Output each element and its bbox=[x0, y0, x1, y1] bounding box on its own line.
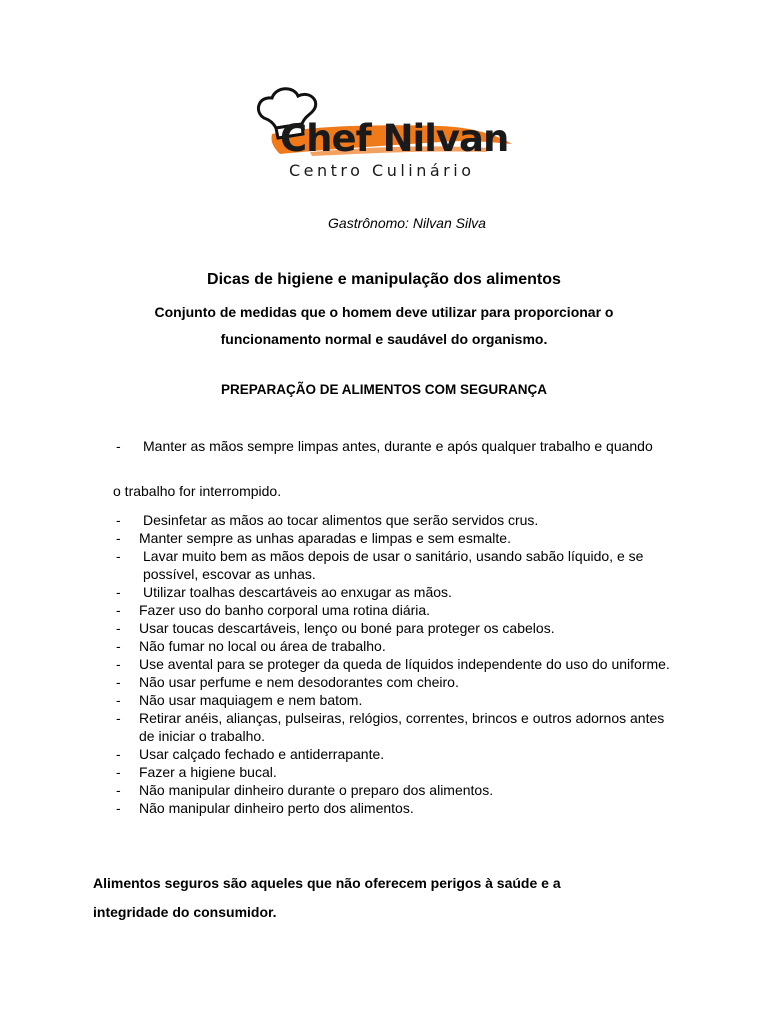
list-item bbox=[113, 781, 673, 799]
document-subtitle bbox=[0, 299, 768, 353]
list-item-text: Retirar anéis, alianças, pulseiras, relógios, correntes, brincos e outros adornos antes de iniciar o trabalho. bbox=[139, 710, 665, 744]
list-dash: - bbox=[116, 710, 121, 726]
closing-line: Alimentos seguros são aqueles que não oferecem perigos à saúde e a bbox=[93, 875, 561, 891]
list-dash: - bbox=[116, 620, 121, 636]
list-dash: - bbox=[116, 746, 121, 762]
list-item-text: Usar toucas descartáveis, lenço ou boné para proteger os cabelos. bbox=[139, 620, 555, 636]
list-item-text: Use avental para se proteger da queda de líquidos independente do uso do uniforme. bbox=[139, 656, 670, 672]
closing-line: integridade do consumidor. bbox=[93, 904, 277, 920]
list-dash: - bbox=[116, 800, 121, 816]
list-item bbox=[113, 601, 673, 619]
list-item-text: Não usar perfume e nem desodorantes com cheiro. bbox=[139, 674, 459, 690]
list-dash: - bbox=[116, 764, 121, 780]
list-dash: - bbox=[116, 638, 121, 654]
logo-brand-text: Chef Nilvan bbox=[280, 117, 509, 160]
list-item-text: Fazer a higiene bucal. bbox=[139, 764, 277, 780]
list-item bbox=[113, 763, 673, 781]
list-dash: - bbox=[116, 692, 121, 708]
subtitle-line: Conjunto de medidas que o homem deve utilizar para proporcionar o bbox=[154, 304, 614, 320]
list-item bbox=[113, 637, 673, 655]
list-item bbox=[113, 799, 673, 817]
hygiene-list-first bbox=[113, 437, 673, 455]
list-item-text: Lavar muito bem as mãos depois de usar o sanitário, usando sabão líquido, e se possível, escovar as unhas. bbox=[143, 548, 644, 582]
list-item-text: Não manipular dinheiro perto dos alimentos. bbox=[139, 800, 414, 816]
list-item bbox=[113, 709, 673, 745]
list-item bbox=[113, 673, 673, 691]
list-dash: - bbox=[116, 530, 121, 546]
list-dash: - bbox=[116, 584, 121, 600]
list-item-text: Desinfetar as mãos ao tocar alimentos que serão servidos crus. bbox=[143, 512, 539, 528]
list-item-text: Fazer uso do banho corporal uma rotina diária. bbox=[139, 602, 431, 618]
chef-nilvan-logo bbox=[250, 82, 520, 192]
list-item bbox=[113, 511, 673, 529]
author-line: Gastrônomo: Nilvan Silva bbox=[328, 215, 486, 231]
document-title: Dicas de higiene e manipulação dos alimentos bbox=[207, 271, 561, 288]
list-dash: - bbox=[116, 602, 121, 618]
list-dash: - bbox=[116, 656, 121, 672]
list-item bbox=[113, 745, 673, 763]
hygiene-list bbox=[113, 511, 673, 817]
closing-statement bbox=[93, 869, 693, 927]
list-item-text: Manter sempre as unhas aparadas e limpas e sem esmalte. bbox=[139, 530, 511, 546]
list-item bbox=[113, 547, 673, 583]
subtitle-line: funcionamento normal e saudável do organismo. bbox=[220, 331, 548, 347]
list-item bbox=[113, 655, 673, 673]
list-item-text: Não usar maquiagem e nem batom. bbox=[139, 692, 363, 708]
list-item-text: Não fumar no local ou área de trabalho. bbox=[139, 638, 386, 654]
section-heading: PREPARAÇÃO DE ALIMENTOS COM SEGURANÇA bbox=[220, 382, 548, 397]
list-item bbox=[113, 583, 673, 601]
list-dash: - bbox=[116, 782, 121, 798]
list-item-text: Utilizar toalhas descartáveis ao enxugar as mãos. bbox=[143, 584, 452, 600]
list-item-text: Não manipular dinheiro durante o preparo dos alimentos. bbox=[139, 782, 494, 798]
list-dash: - bbox=[116, 548, 121, 564]
list-item bbox=[113, 529, 673, 547]
logo-tagline: Centro Culinário bbox=[289, 161, 475, 180]
list-item bbox=[113, 691, 673, 709]
list-item-continuation: o trabalho for interrompido. bbox=[113, 483, 282, 499]
list-dash: - bbox=[116, 512, 121, 528]
list-dash: - bbox=[116, 674, 121, 690]
list-item-text: Usar calçado fechado e antiderrapante. bbox=[139, 746, 385, 762]
list-item bbox=[113, 619, 673, 637]
list-dash: - bbox=[116, 438, 121, 454]
list-item bbox=[113, 437, 673, 455]
list-item-text: Manter as mãos sempre limpas antes, durante e após qualquer trabalho e quando bbox=[143, 438, 653, 454]
